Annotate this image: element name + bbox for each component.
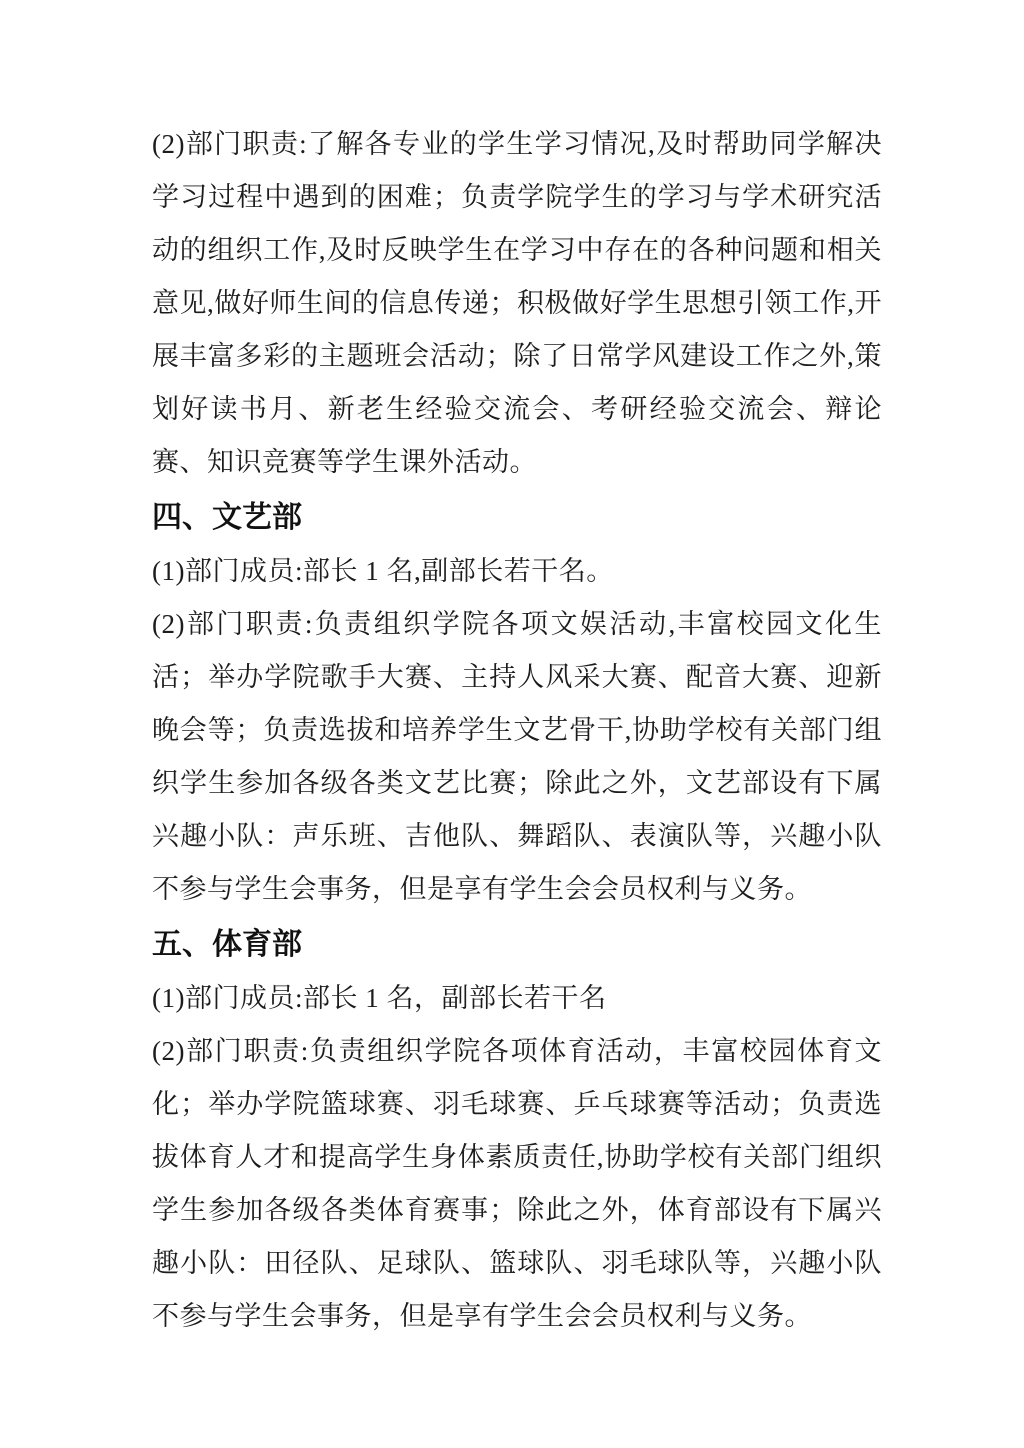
heading-section-5-sports-dept: 五、体育部 bbox=[152, 928, 302, 961]
document-content bbox=[152, 118, 882, 1343]
paragraph-arts-dept-members: (1)部门成员:部长 1 名,副部长若干名。 bbox=[152, 556, 614, 586]
heading-section-4-arts-dept: 四、文艺部 bbox=[152, 501, 302, 534]
paragraph-sports-dept-members: (1)部门成员:部长 1 名，副部长若干名 bbox=[152, 983, 607, 1013]
paragraph-study-dept-duties: (2)部门职责:了解各专业的学生学习情况,及时帮助同学解决学习过程中遇到的困难；负责学院学生的学习与学术研究活动的组织工作,及时反映学生在学习中存在的各种问题和相关意见,做好师生间的信息传递；积极做好学生思想引领工作,开展丰富多彩的主题班会活动；除了日常学风建设工作之外,策划好读书月、新老生经验交流会、考研经验交流会、辩论赛、知识竞赛等学生课外活动。 bbox=[152, 129, 882, 477]
paragraph-arts-dept-duties: (2)部门职责:负责组织学院各项文娱活动,丰富校园文化生活；举办学院歌手大赛、主持人风采大赛、配音大赛、迎新晚会等；负责选拔和培养学生文艺骨干,协助学校有关部门组织学生参加各级各类文艺比赛；除此之外，文艺部设有下属兴趣小队：声乐班、吉他队、舞蹈队、表演队等，兴趣小队不参与学生会事务，但是享有学生会会员权利与义务。 bbox=[152, 609, 882, 904]
paragraph-sports-dept-duties: (2)部门职责:负责组织学院各项体育活动，丰富校园体育文化；举办学院篮球赛、羽毛球赛、乒乓球赛等活动；负责选拔体育人才和提高学生身体素质责任,协助学校有关部门组织学生参加各级各类体育赛事；除此之外，体育部设有下属兴趣小队：田径队、足球队、篮球队、羽毛球队等，兴趣小队不参与学生会事务，但是享有学生会会员权利与义务。 bbox=[152, 1036, 882, 1331]
